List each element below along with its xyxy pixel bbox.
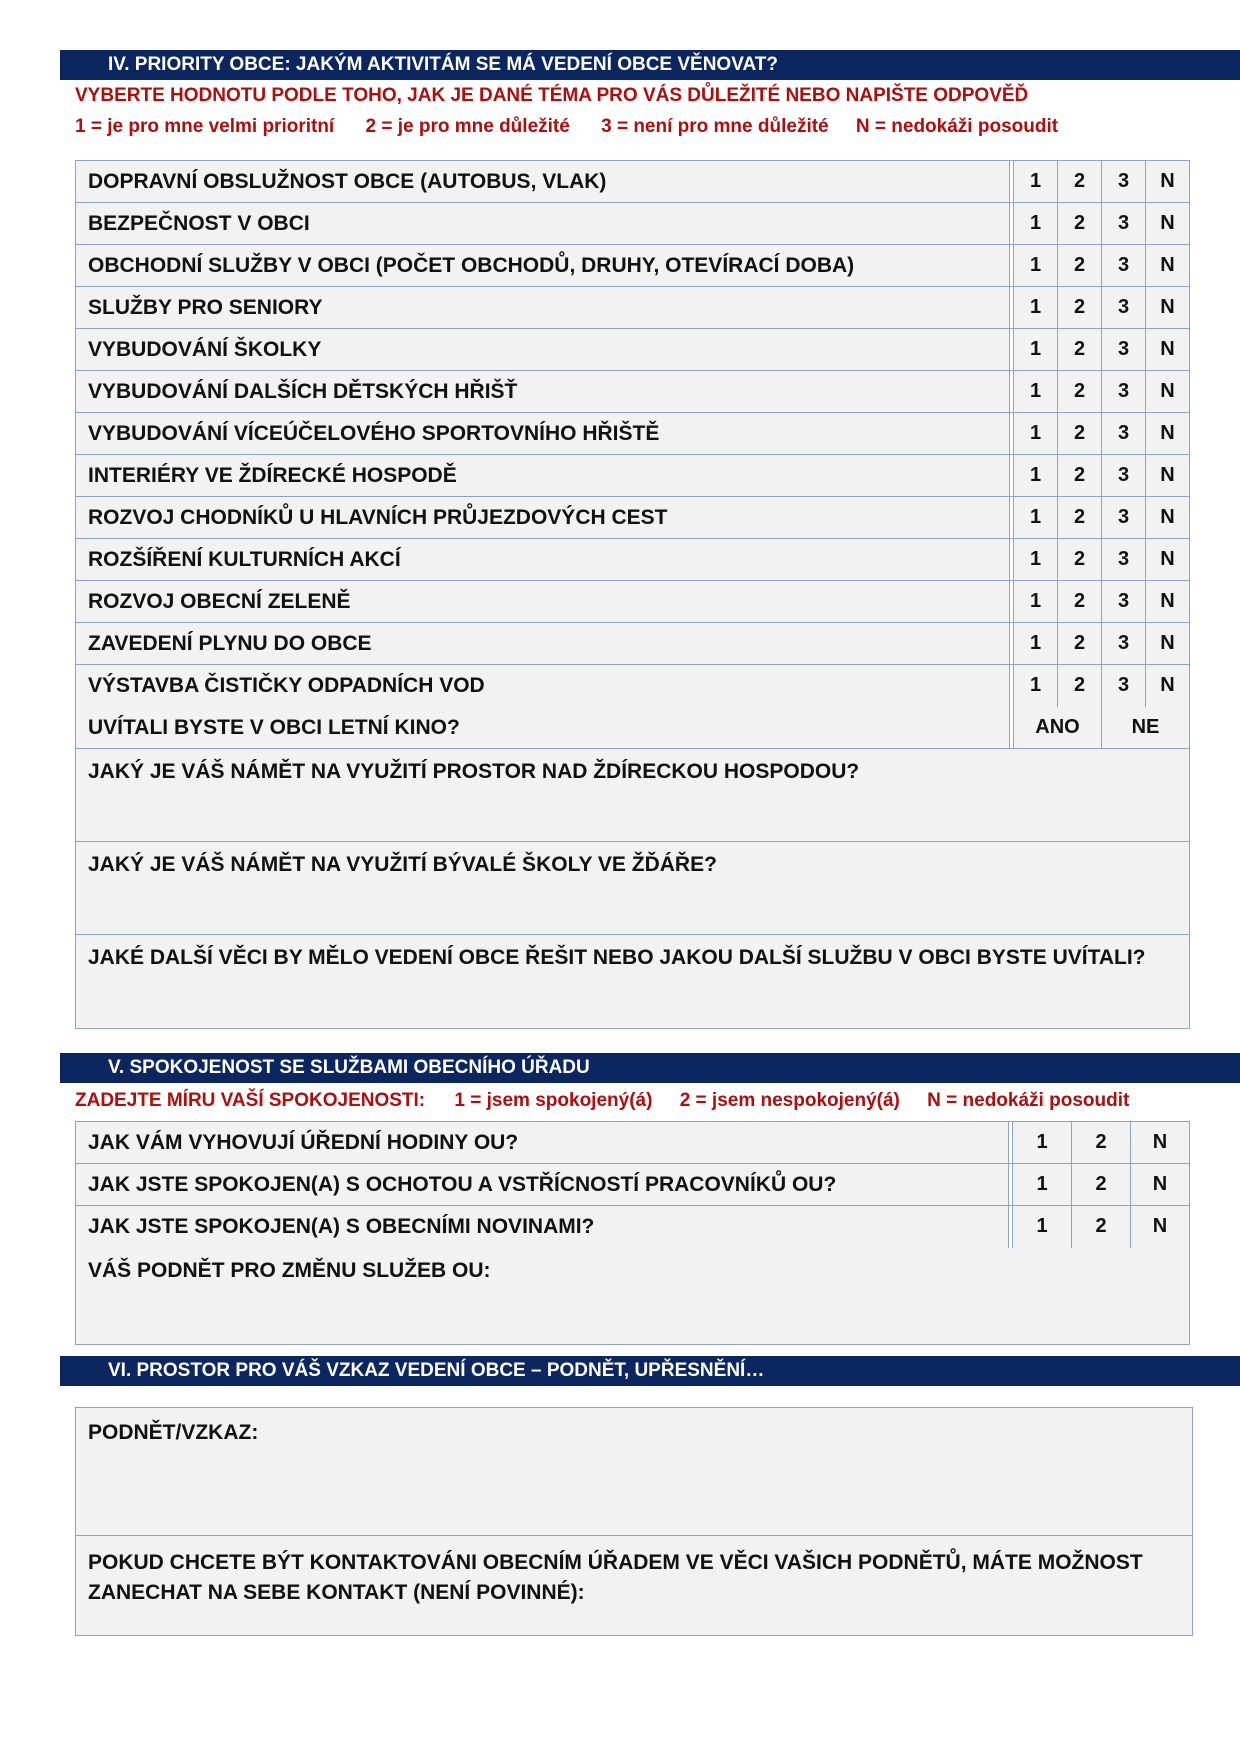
rating-option-2[interactable]: 2 <box>1057 287 1101 328</box>
rating-row <box>76 287 1189 329</box>
rating-row <box>76 371 1189 413</box>
section-4-title: IV. PRIORITY OBCE: JAKÝM AKTIVITÁM SE MÁ VEDENÍ OBCE VĚNOVAT? <box>60 50 1240 80</box>
message-label: PODNĚT/VZKAZ: <box>88 1421 259 1444</box>
legend-n: N = nedokáži posoudit <box>855 116 1059 137</box>
rating-option-3[interactable]: 3 <box>1101 329 1145 370</box>
rating-option-1[interactable]: 1 <box>1013 539 1057 580</box>
rating-row <box>76 1206 1189 1248</box>
rating-option-2[interactable]: 2 <box>1071 1164 1130 1205</box>
rating-row <box>76 497 1189 539</box>
rating-option-3[interactable]: 3 <box>1101 623 1145 664</box>
question-label: ROZŠÍŘENÍ KULTURNÍCH AKCÍ <box>88 548 401 571</box>
legend-2: 2 = jsem nespokojený(á) <box>679 1090 900 1111</box>
rating-option-1[interactable]: 1 <box>1013 245 1057 286</box>
rating-row <box>76 203 1189 245</box>
yesno-row <box>76 707 1189 749</box>
contact-label: POKUD CHCETE BÝT KONTAKTOVÁNI OBECNÍM ÚŘADEM VE VĚCI VAŠICH PODNĚTŮ, MÁTE MOŽNOST ZANECHAT NA SEBE KONTAKT (NENÍ POVINNÉ): <box>88 1551 1143 1604</box>
rating-option-3[interactable]: 3 <box>1101 203 1145 244</box>
open-question-label: JAKÝ JE VÁŠ NÁMĚT NA VYUŽITÍ PROSTOR NAD ŽDÍRECKOU HOSPODOU? <box>88 760 860 783</box>
rating-option-n[interactable]: N <box>1145 455 1189 496</box>
question-label: ROZVOJ CHODNÍKŮ U HLAVNÍCH PRŮJEZDOVÝCH CEST <box>88 506 668 529</box>
question-label: ROZVOJ OBECNÍ ZELENĚ <box>88 590 351 613</box>
rating-option-2[interactable]: 2 <box>1057 371 1101 412</box>
message-table <box>75 1407 1193 1636</box>
question-label: OBCHODNÍ SLUŽBY V OBCI (POČET OBCHODŮ, DRUHY, OTEVÍRACÍ DOBA) <box>88 254 855 277</box>
open-question-label: JAKÝ JE VÁŠ NÁMĚT NA VYUŽITÍ BÝVALÉ ŠKOLY VE ŽĎÁŘE? <box>88 853 717 876</box>
rating-option-n[interactable]: N <box>1145 371 1189 412</box>
rating-option-n[interactable]: N <box>1145 539 1189 580</box>
rating-row <box>76 1122 1189 1164</box>
rating-option-3[interactable]: 3 <box>1101 665 1145 707</box>
rating-option-1[interactable]: 1 <box>1013 413 1057 454</box>
question-label: JAK VÁM VYHOVUJÍ ÚŘEDNÍ HODINY OU? <box>88 1131 519 1154</box>
rating-row <box>76 245 1189 287</box>
priority-table <box>75 160 1190 1029</box>
rating-option-1[interactable]: 1 <box>1013 581 1057 622</box>
question-label: VYBUDOVÁNÍ VÍCEÚČELOVÉHO SPORTOVNÍHO HŘIŠTĚ <box>88 422 660 445</box>
rating-option-1[interactable]: 1 <box>1013 203 1057 244</box>
question-label: VÝSTAVBA ČISTIČKY ODPADNÍCH VOD <box>88 674 485 697</box>
section-5-title: V. SPOKOJENOST SE SLUŽBAMI OBECNÍHO ÚŘADU <box>60 1053 1240 1083</box>
legend-1: 1 = jsem spokojený(á) <box>454 1090 653 1111</box>
rating-option-2[interactable]: 2 <box>1057 455 1101 496</box>
open-question-services[interactable] <box>76 1248 1189 1344</box>
question-label: DOPRAVNÍ OBSLUŽNOST OBCE (AUTOBUS, VLAK) <box>88 170 607 193</box>
rating-option-n[interactable]: N <box>1145 161 1189 202</box>
rating-option-2[interactable]: 2 <box>1071 1206 1130 1248</box>
rating-option-n[interactable]: N <box>1145 203 1189 244</box>
section-5-instruction: ZADEJTE MÍRU VAŠÍ SPOKOJENOSTI: <box>75 1090 426 1111</box>
rating-option-n[interactable]: N <box>1145 623 1189 664</box>
rating-option-1[interactable]: 1 <box>1013 371 1057 412</box>
section-6-title: VI. PROSTOR PRO VÁŠ VZKAZ VEDENÍ OBCE – PODNĚT, UPŘESNĚNÍ… <box>60 1356 1240 1386</box>
rating-option-2[interactable]: 2 <box>1071 1122 1130 1163</box>
rating-option-2[interactable]: 2 <box>1057 623 1101 664</box>
rating-option-1[interactable]: 1 <box>1013 665 1057 707</box>
rating-option-2[interactable]: 2 <box>1057 203 1101 244</box>
rating-option-1[interactable]: 1 <box>1012 1164 1071 1205</box>
rating-row <box>76 539 1189 581</box>
rating-option-2[interactable]: 2 <box>1057 581 1101 622</box>
rating-row <box>76 665 1189 707</box>
question-label: UVÍTALI BYSTE V OBCI LETNÍ KINO? <box>88 716 460 739</box>
rating-option-n[interactable]: N <box>1130 1206 1189 1248</box>
rating-option-n[interactable]: N <box>1130 1122 1189 1163</box>
open-question-2[interactable] <box>76 842 1189 935</box>
rating-option-2[interactable]: 2 <box>1057 497 1101 538</box>
rating-option-3[interactable]: 3 <box>1101 413 1145 454</box>
rating-option-3[interactable]: 3 <box>1101 497 1145 538</box>
section-4-legend <box>75 115 1058 139</box>
section-5-instruction-line <box>75 1089 1129 1113</box>
rating-option-2[interactable]: 2 <box>1057 245 1101 286</box>
question-label: SLUŽBY PRO SENIORY <box>88 296 323 319</box>
legend-1: 1 = je pro mne velmi prioritní <box>75 116 335 137</box>
rating-option-n[interactable]: N <box>1145 497 1189 538</box>
rating-option-n[interactable]: N <box>1145 413 1189 454</box>
legend-3: 3 = není pro mne důležité <box>601 116 829 137</box>
rating-option-1[interactable]: 1 <box>1013 623 1057 664</box>
rating-option-n[interactable]: N <box>1145 581 1189 622</box>
rating-option-1[interactable]: 1 <box>1012 1122 1071 1163</box>
open-question-1[interactable] <box>76 749 1189 842</box>
rating-option-1[interactable]: 1 <box>1013 161 1057 202</box>
option-yes[interactable]: ANO <box>1013 707 1101 748</box>
rating-option-3[interactable]: 3 <box>1101 371 1145 412</box>
open-question-label: JAKÉ DALŠÍ VĚCI BY MĚLO VEDENÍ OBCE ŘEŠIT NEBO JAKOU DALŠÍ SLUŽBU V OBCI BYSTE UVÍTALI? <box>88 946 1146 969</box>
rating-option-1[interactable]: 1 <box>1012 1206 1071 1248</box>
question-label: JAK JSTE SPOKOJEN(A) S OBECNÍMI NOVINAMI? <box>88 1215 595 1238</box>
rating-row <box>76 455 1189 497</box>
rating-row <box>76 623 1189 665</box>
rating-option-3[interactable]: 3 <box>1101 245 1145 286</box>
rating-option-3[interactable]: 3 <box>1101 161 1145 202</box>
rating-option-n[interactable]: N <box>1145 665 1189 707</box>
rating-option-2[interactable]: 2 <box>1057 161 1101 202</box>
rating-row <box>76 161 1189 203</box>
rating-row <box>76 413 1189 455</box>
rating-option-2[interactable]: 2 <box>1057 329 1101 370</box>
rating-option-2[interactable]: 2 <box>1057 665 1101 707</box>
open-question-label: VÁŠ PODNĚT PRO ZMĚNU SLUŽEB OU: <box>88 1259 491 1282</box>
question-label: JAK JSTE SPOKOJEN(A) S OCHOTOU A VSTŘÍCNOSTÍ PRACOVNÍKŮ OU? <box>88 1173 837 1196</box>
rating-option-n[interactable]: N <box>1130 1164 1189 1205</box>
satisfaction-table <box>75 1121 1190 1345</box>
rating-option-1[interactable]: 1 <box>1013 329 1057 370</box>
rating-option-1[interactable]: 1 <box>1013 497 1057 538</box>
rating-option-3[interactable]: 3 <box>1101 455 1145 496</box>
rating-option-3[interactable]: 3 <box>1101 287 1145 328</box>
rating-option-2[interactable]: 2 <box>1057 539 1101 580</box>
question-label: INTERIÉRY VE ŽDÍRECKÉ HOSPODĚ <box>88 464 457 487</box>
rating-row <box>76 1164 1189 1206</box>
rating-option-2[interactable]: 2 <box>1057 413 1101 454</box>
rating-row <box>76 329 1189 371</box>
section-4-instruction: VYBERTE HODNOTU PODLE TOHO, JAK JE DANÉ TÉMA PRO VÁS DŮLEŽITÉ NEBO NAPIŠTE ODPOVĚĎ <box>75 85 1029 106</box>
rating-option-1[interactable]: 1 <box>1013 455 1057 496</box>
rating-option-1[interactable]: 1 <box>1013 287 1057 328</box>
rating-option-n[interactable]: N <box>1145 245 1189 286</box>
open-question-3[interactable] <box>76 935 1189 1028</box>
legend-2: 2 = je pro mne důležité <box>365 116 570 137</box>
message-field[interactable] <box>76 1408 1192 1536</box>
question-label: VYBUDOVÁNÍ ŠKOLKY <box>88 338 322 361</box>
rating-row <box>76 581 1189 623</box>
rating-option-n[interactable]: N <box>1145 329 1189 370</box>
question-label: VYBUDOVÁNÍ DALŠÍCH DĚTSKÝCH HŘIŠŤ <box>88 380 518 403</box>
question-label: ZAVEDENÍ PLYNU DO OBCE <box>88 632 372 655</box>
rating-option-n[interactable]: N <box>1145 287 1189 328</box>
legend-n: N = nedokáži posoudit <box>927 1090 1130 1111</box>
option-no[interactable]: NE <box>1101 707 1189 748</box>
contact-field[interactable] <box>76 1536 1192 1635</box>
rating-option-3[interactable]: 3 <box>1101 581 1145 622</box>
rating-option-3[interactable]: 3 <box>1101 539 1145 580</box>
question-label: BEZPEČNOST V OBCI <box>88 212 310 235</box>
